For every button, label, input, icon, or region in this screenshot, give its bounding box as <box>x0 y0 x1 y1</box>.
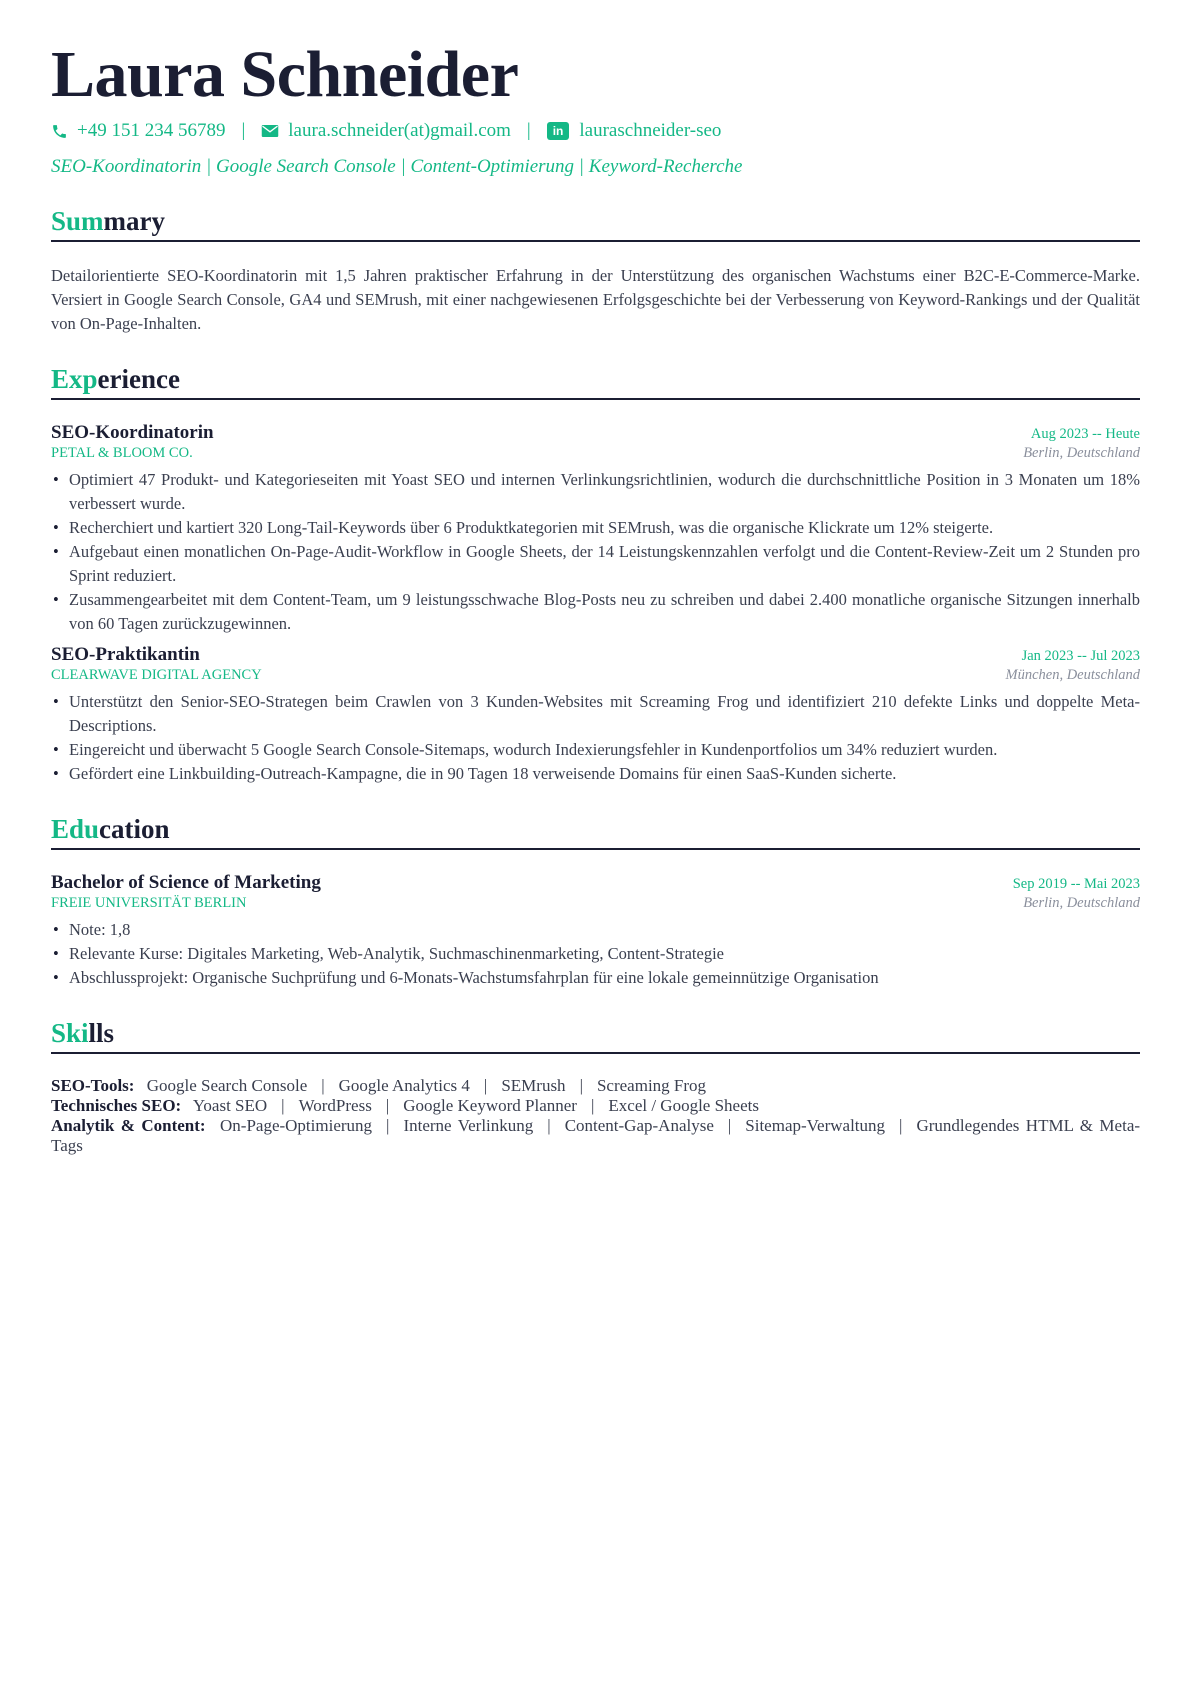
skill-item: SEMrush <box>501 1076 566 1095</box>
last-name: Schneider <box>240 38 519 111</box>
skill-group <box>51 1076 1140 1096</box>
skills-heading <box>51 1016 1140 1054</box>
skill-separator: | <box>547 1116 551 1135</box>
education-bullets <box>51 918 1140 990</box>
experience-entry <box>51 644 1140 786</box>
school-location: Berlin, Deutschland <box>1023 895 1140 911</box>
phone-number: +49 151 234 56789 <box>77 120 226 141</box>
heading-rest: lls <box>88 1018 115 1048</box>
skill-item: Sitemap-Verwaltung <box>745 1116 886 1135</box>
education-entry <box>51 872 1140 990</box>
skill-separator: | <box>590 1096 595 1115</box>
skill-item: Google Search Console <box>146 1076 308 1095</box>
job-location: München, Deutschland <box>1005 667 1140 683</box>
list-item: • Gefördert eine Linkbuilding-Outreach-Kampagne, die in 90 Tagen 18 verweisende Domains für einen SaaS-Kunden sicherte. <box>51 762 1140 786</box>
skill-separator: | <box>899 1116 903 1135</box>
degree-dates: Sep 2019 -- Mai 2023 <box>1012 876 1140 892</box>
list-item: • Optimiert 47 Produkt- und Kategorieseiten mit Yoast SEO und internen Verlinkungsrichtlinien, wodurch die durchschnittliche Position in 3 Monaten um 18% verbessert wurde. <box>51 468 1140 516</box>
skill-separator: | <box>321 1076 325 1095</box>
list-item: • Recherchiert und kartiert 320 Long-Tail-Keywords über 6 Produktkategorien mit SEMrush, was die organische Klickrate um 12% steigerte. <box>51 516 1140 540</box>
skill-item: WordPress <box>298 1096 372 1115</box>
degree-title: Bachelor of Science of Marketing <box>51 872 321 893</box>
skill-group <box>51 1096 1140 1116</box>
skill-item: Screaming Frog <box>596 1076 707 1095</box>
heading-accent: Sum <box>51 206 104 236</box>
summary-text: Detailorientierte SEO-Koordinatorin mit 1,5 Jahren praktischer Erfahrung in der Unterstützung des organischen Wachstums einer B2C-E-Commerce-Marke. Versiert in Google Search Console, GA4 und SEMrush, mit einer nachgewiesenen Erfolgsgeschichte bei der Verbesserung von Keyword-Rankings und der Qualität von On-Page-Inhalten. <box>51 266 1140 333</box>
school-name: FREIE UNIVERSITÄT BERLIN <box>51 895 247 911</box>
job-bullets <box>51 690 1140 786</box>
heading-rest: erience <box>97 364 180 394</box>
first-name: Laura <box>51 38 225 111</box>
list-item: • Eingereicht und überwacht 5 Google Search Console-Sitemaps, wodurch Indexierungsfehler in Kundenportfolios um 34% reduziert wurden. <box>51 738 1140 762</box>
list-item: • Abschlussprojekt: Organische Suchprüfung und 6-Monats-Wachstumsfahrplan für eine lokale gemeinnützige Organisation <box>51 966 1140 990</box>
skill-item: Content-Gap-Analyse <box>564 1116 714 1135</box>
skill-item: Grundlegendes HTML & Meta-Tags <box>51 1116 1141 1155</box>
skill-group <box>51 1116 1140 1156</box>
linkedin-contact[interactable] <box>547 120 722 142</box>
skill-item: Google Keyword Planner <box>403 1096 577 1115</box>
job-location: Berlin, Deutschland <box>1023 445 1140 461</box>
phone-icon <box>51 123 68 140</box>
summary-heading <box>51 204 1140 242</box>
list-item: • Aufgebaut einen monatlichen On-Page-Audit-Workflow in Google Sheets, der 14 Leistungskennzahlen verfolgt und die Content-Review-Zeit um 2 Stunden pro Sprint reduziert. <box>51 540 1140 588</box>
company-name: PETAL & BLOOM CO. <box>51 445 193 461</box>
education-heading <box>51 812 1140 850</box>
email-address: laura.schneider(at)gmail.com <box>288 120 511 141</box>
contact-separator: | <box>526 120 531 141</box>
skill-separator: | <box>281 1096 285 1115</box>
skill-item: On-Page-Optimierung <box>220 1116 373 1135</box>
skill-item: Interne Verlinkung <box>403 1116 534 1135</box>
skills-block <box>51 1076 1140 1156</box>
skill-group-label: Analytik & Content: <box>51 1116 206 1135</box>
skill-separator: | <box>483 1076 488 1095</box>
job-dates: Jan 2023 -- Jul 2023 <box>1021 648 1140 664</box>
list-item: • Zusammengearbeitet mit dem Content-Team, um 9 leistungsschwache Blog-Posts neu zu schreiben und dabei 2.400 monatliche organische Sitzungen innerhalb von 60 Tagen zurückzugewinnen. <box>51 588 1140 636</box>
phone-contact[interactable] <box>51 120 225 142</box>
contact-separator: | <box>241 120 246 141</box>
heading-accent: Ski <box>51 1018 89 1048</box>
skill-separator: | <box>386 1116 390 1135</box>
skill-item: Yoast SEO <box>192 1096 268 1115</box>
skill-separator: | <box>579 1076 583 1095</box>
heading-rest: cation <box>99 814 170 844</box>
mail-icon <box>261 124 279 138</box>
skill-item: Excel / Google Sheets <box>608 1096 759 1115</box>
skill-group-label: SEO-Tools: <box>51 1076 135 1095</box>
candidate-name <box>51 38 1140 112</box>
heading-accent: Exp <box>51 364 98 394</box>
company-name: CLEARWAVE DIGITAL AGENCY <box>51 667 262 683</box>
experience-heading <box>51 362 1140 400</box>
contact-bar <box>51 118 1140 144</box>
email-contact[interactable] <box>261 120 511 142</box>
linkedin-handle: lauraschneider-seo <box>579 120 722 141</box>
skill-separator: | <box>727 1116 732 1135</box>
headline-tagline: SEO-Koordinatorin | Google Search Console | Content-Optimierung | Keyword-Recherche <box>51 156 743 177</box>
list-item: • Unterstützt den Senior-SEO-Strategen beim Crawlen von 3 Kunden-Websites mit Screaming Frog und identifiziert 210 defekte Links und doppelte Meta-Descriptions. <box>51 690 1140 738</box>
list-item: • Note: 1,8 <box>51 918 1140 942</box>
experience-entry <box>51 422 1140 636</box>
job-title: SEO-Praktikantin <box>51 644 200 665</box>
heading-rest: mary <box>103 206 166 236</box>
skill-separator: | <box>385 1096 390 1115</box>
linkedin-icon: in <box>547 122 570 140</box>
list-item: • Relevante Kurse: Digitales Marketing, Web-Analytik, Suchmaschinenmarketing, Content-Strategie <box>51 942 1140 966</box>
skill-item: Google Analytics 4 <box>338 1076 470 1095</box>
job-bullets <box>51 468 1140 636</box>
skill-group-label: Technisches SEO: <box>51 1096 182 1115</box>
job-title: SEO-Koordinatorin <box>51 422 214 443</box>
job-dates: Aug 2023 -- Heute <box>1030 426 1140 442</box>
heading-accent: Edu <box>51 814 100 844</box>
